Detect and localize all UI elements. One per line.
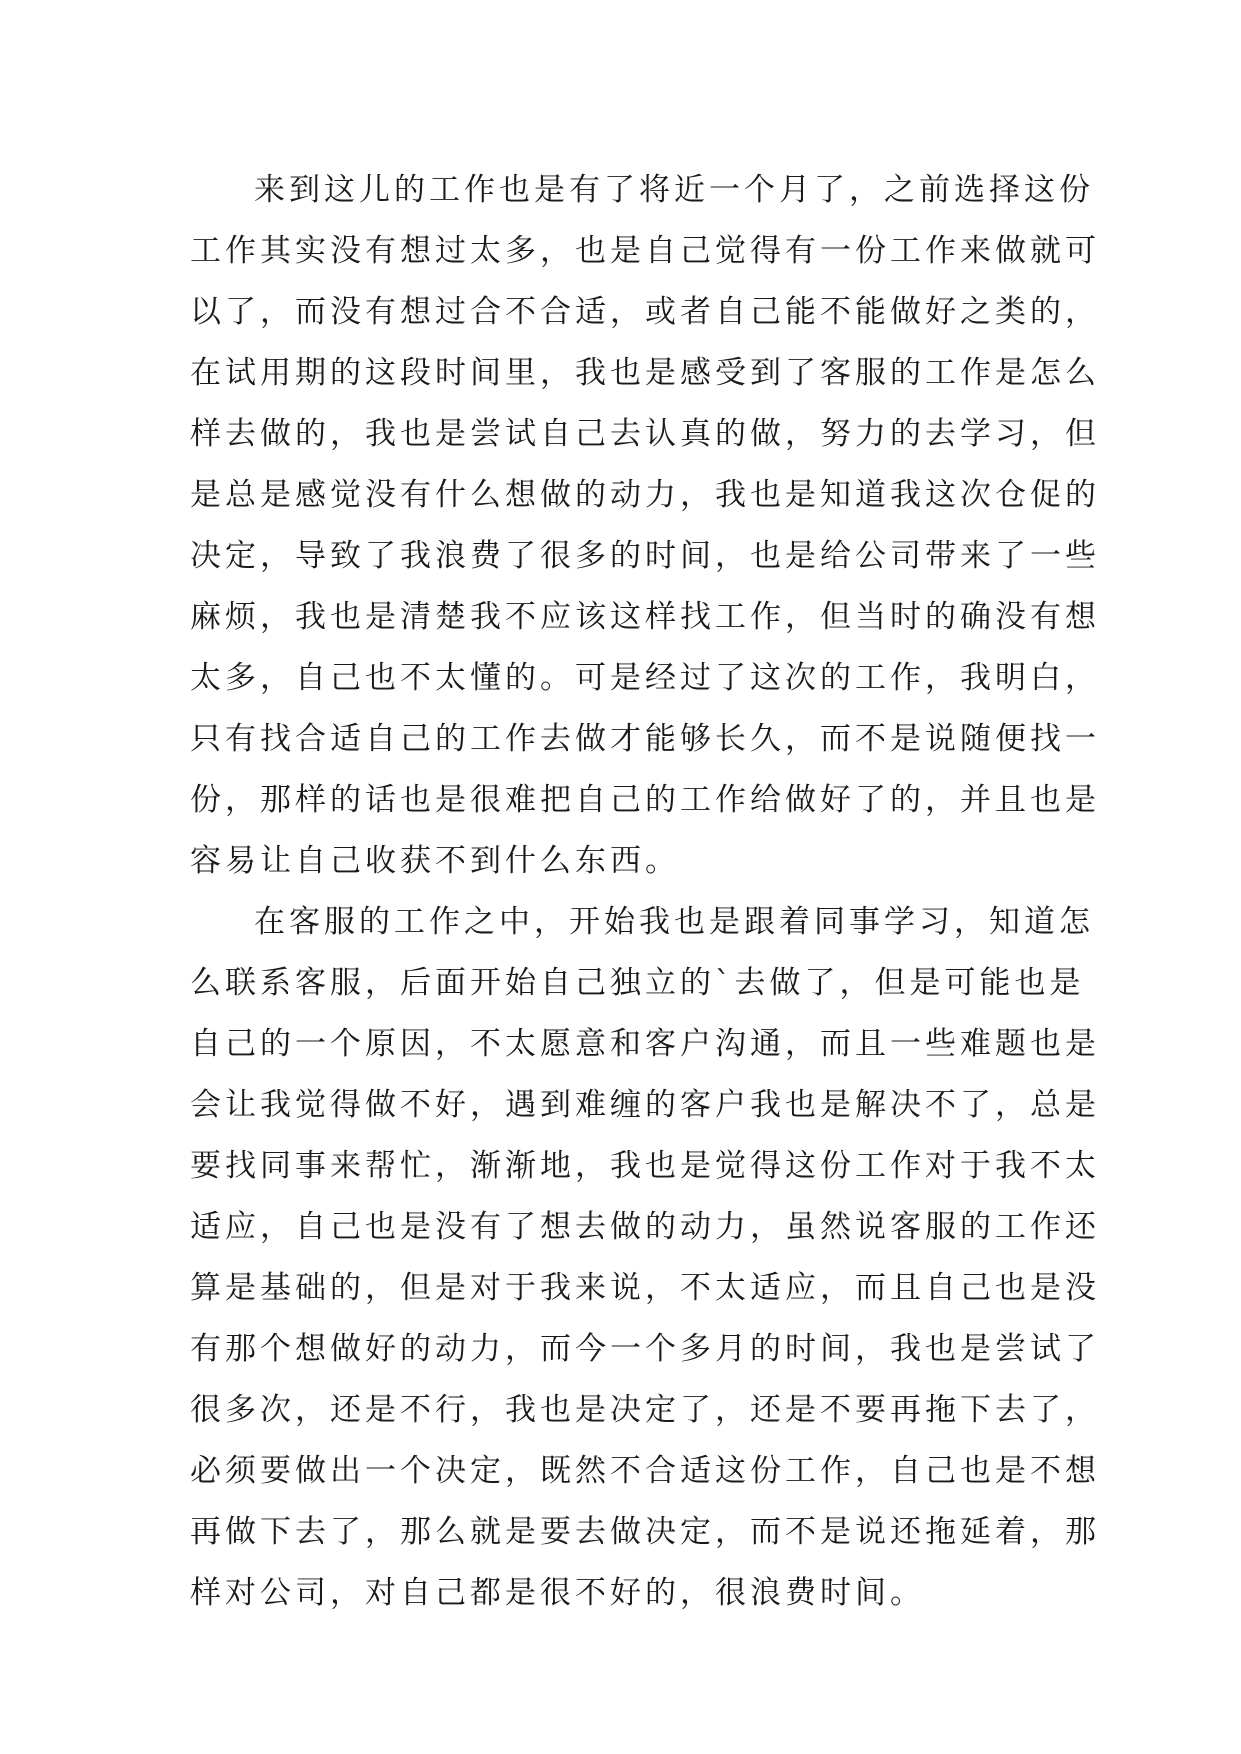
paragraph-line: 在客服的工作之中，开始我也是跟着同事学习，知道怎 bbox=[254, 904, 1094, 940]
paragraph-line: 份，那样的话也是很难把自己的工作给做好了的，并且也是 bbox=[190, 782, 1100, 818]
paragraph-line: 会让我觉得做不好，遇到难缠的客户我也是解决不了，总是 bbox=[190, 1087, 1100, 1123]
paragraph-line: 容易让自己收获不到什么东西。 bbox=[190, 843, 680, 879]
paragraph-line: 要找同事来帮忙，渐渐地，我也是觉得这份工作对于我不太 bbox=[190, 1148, 1100, 1184]
paragraph-line: 有那个想做好的动力，而今一个多月的时间，我也是尝试了 bbox=[190, 1331, 1100, 1367]
paragraph-line: 是总是感觉没有什么想做的动力，我也是知道我这次仓促的 bbox=[190, 477, 1100, 513]
paragraph-line: 以了，而没有想过合不合适，或者自己能不能做好之类的， bbox=[190, 294, 1100, 330]
paragraph-line: 只有找合适自己的工作去做才能够长久，而不是说随便找一 bbox=[190, 721, 1100, 757]
paragraph-line: 适应，自己也是没有了想去做的动力，虽然说客服的工作还 bbox=[190, 1209, 1100, 1245]
paragraph-1 bbox=[190, 160, 1100, 892]
paragraph-line: 自己的一个原因，不太愿意和客户沟通，而且一些难题也是 bbox=[190, 1026, 1100, 1062]
paragraph-line: 在试用期的这段时间里，我也是感受到了客服的工作是怎么 bbox=[190, 355, 1100, 391]
paragraph-2 bbox=[190, 892, 1100, 1624]
paragraph-line: 么联系客服，后面开始自己独立的`去做了，但是可能也是 bbox=[190, 965, 1085, 1001]
paragraph-line: 很多次，还是不行，我也是决定了，还是不要再拖下去了， bbox=[190, 1392, 1100, 1428]
paragraph-line: 必须要做出一个决定，既然不合适这份工作，自己也是不想 bbox=[190, 1453, 1100, 1489]
paragraph-line: 工作其实没有想过太多，也是自己觉得有一份工作来做就可 bbox=[190, 233, 1100, 269]
paragraph-line: 决定，导致了我浪费了很多的时间，也是给公司带来了一些 bbox=[190, 538, 1100, 574]
paragraph-line: 样去做的，我也是尝试自己去认真的做，努力的去学习，但 bbox=[190, 416, 1100, 452]
document-body bbox=[190, 160, 1100, 1624]
paragraph-line: 太多，自己也不太懂的。可是经过了这次的工作，我明白， bbox=[190, 660, 1100, 696]
paragraph-line: 来到这儿的工作也是有了将近一个月了，之前选择这份 bbox=[254, 172, 1094, 208]
paragraph-line: 麻烦，我也是清楚我不应该这样找工作，但当时的确没有想 bbox=[190, 599, 1100, 635]
paragraph-line: 样对公司，对自己都是很不好的，很浪费时间。 bbox=[190, 1575, 925, 1611]
paragraph-line: 再做下去了，那么就是要去做决定，而不是说还拖延着，那 bbox=[190, 1514, 1100, 1550]
paragraph-line: 算是基础的，但是对于我来说，不太适应，而且自己也是没 bbox=[190, 1270, 1100, 1306]
